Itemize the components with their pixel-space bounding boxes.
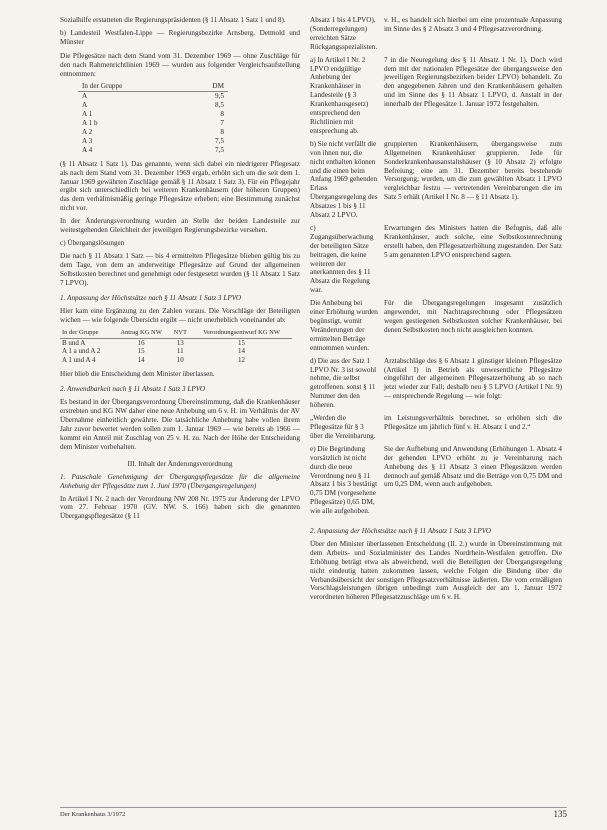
table-cell: A 1 a und A 2 bbox=[62, 347, 101, 356]
paragraph: Sie der Aufhebung und Anwendung (Erhöhungen 1. Absatz 4 der gehenden LPVO erhöht zu je Vereinbarung nach Anhebung des § 11 Absatz 3 einen Pflegesätzen werden dennoch auf gemäß Absatz und die Beträge von 0,75 DM und um 0,25 DM, wenn auch aufgehoben. bbox=[384, 444, 562, 489]
table-cell: A 3 bbox=[82, 136, 93, 145]
paragraph: (§ 11 Absatz 1 Satz 1). Das genannte, wenn sich dabei ein niedrigerer Pflegesatz als nach dem Stand vom 31. Dezember 1969 ergab, erhöht sich um die seit dem 1. Januar 1969 gewährten Zuschläge gemäß § 11 Absatz 1 Satz 3). Für ein Pflegejahr ergibt sich unterschiedlich bei weiteren Krankenhäusern (der höheren Gruppen) das dem verhältnismäßig geringe Pflegesätze erheben; eine Bestimmung zunächst nicht vor. bbox=[60, 159, 300, 213]
table-cell: 7,5 bbox=[215, 145, 224, 154]
side-note: c) Zugangsüberwachung der beteiligten Sätze beitragen, die keine weiteren der anerkannten des § 11 Absatz die Regelung war. bbox=[310, 223, 374, 295]
paragraph: Hier kam eine Ergänzung zu den Zahlen voraus. Die Vorschläge der Beteiligten wichen — wie folgende Übersicht ergibt — nicht unerheblich voneinander ab: bbox=[60, 307, 300, 325]
table-cell: 8 bbox=[220, 127, 224, 136]
table-header-cell: In der Gruppe bbox=[78, 82, 185, 91]
split-paragraph bbox=[310, 414, 562, 445]
table-row bbox=[60, 338, 292, 347]
left-column bbox=[60, 16, 300, 525]
table-header-cell: Antrag KG NW bbox=[113, 329, 170, 338]
split-paragraph bbox=[310, 357, 562, 414]
table-row bbox=[78, 92, 228, 101]
split-paragraph bbox=[310, 56, 562, 140]
table-cell: 7 bbox=[220, 119, 224, 128]
side-note: e) Die Begründung vorsätzlich ist nicht durch die neue Verordnung neu § 11 Absatz 1 bis 3 bestätigt 0,75 DM (vorgesehene Pflegesätze) 0,65 DM, wie alle aufgehoben. bbox=[310, 444, 378, 516]
paragraph: Die nach § 11 Absatz 1 Satz — bis 4 ermittelten Pflegesätze blieben gültig bis zu dem Tage, von dem an anderweitige Pflegesätze auf Grund der allgemeinen Selbstkosten berechnet und genehmigt oder festgesetzt wurden (§ 11 Absatz 1 Satz 7 LPVO). bbox=[60, 251, 300, 287]
section-heading: 2. Anpassung der Höchstsätze nach § 11 Absatz 1 Satz 3 LPVO bbox=[310, 527, 492, 536]
subsection-heading-c: c) Übergangslösungen bbox=[60, 238, 125, 247]
paragraph: gruppierten Krankenhäusern, übergangsweise zum Allgemeinen Krankenhäuser gruppieren. Jede für Sonderkrankenhausanstaltshäuser (§ 10 Absatz 2) erfolgte Befreiung; eine am 31. Dezember bereits bestehende Versorgung; wurden, um die zum gewählten Absatz 1 LPVO vergleichbar festzu — vertretenden Vereinbarungen die im Satz 5 erhält (Artikel I Nr. 8 — § 11 Absatz 1). bbox=[384, 139, 562, 202]
split-paragraph bbox=[310, 140, 562, 224]
table-cell: B und A bbox=[62, 338, 86, 347]
table-row bbox=[78, 128, 228, 137]
page-footer bbox=[60, 807, 567, 819]
side-note: „Werden die Pflegesätze für § 3 über die Vereinbarung. bbox=[310, 414, 376, 440]
table-cell: A 1 und A 4 bbox=[62, 355, 96, 364]
table-cell: A 4 bbox=[82, 145, 93, 154]
table-cell: 7,5 bbox=[215, 136, 224, 145]
side-note: Die Anhebung bei einer Erhöhung wurden begünstigt, womit Veränderungen der ermittelten Beträge entnommen wurden. bbox=[310, 299, 378, 352]
table-header-row bbox=[78, 82, 228, 91]
table-row bbox=[78, 137, 228, 146]
rates-table bbox=[78, 82, 228, 154]
paragraph: Sozialhilfe erstatteten die Regierungspräsidenten (§ 11 Absatz 1 Satz 1 und 8). bbox=[60, 16, 286, 24]
table-row bbox=[78, 146, 228, 155]
table-cell: 11 bbox=[176, 347, 184, 356]
table-cell: 13 bbox=[176, 338, 184, 347]
subsection-heading-b: b) Landesteil Westfalen-Lippe — Regierungsbezirke Arnsberg, Detmold und Münster bbox=[60, 28, 300, 46]
table-header-cell: Verordnungsentwurf KG NW bbox=[191, 329, 292, 338]
paragraph: Die Pflegesätze nach dem Stand vom 31. Dezember 1969 — ohne Zuschläge für den nach Rahmenrichtlinien 1969 — wurden aus folgender Vergleichsaufstellung entnommen: bbox=[60, 51, 300, 78]
section-heading: 1. Pauschale Genehmigung der Übergangspflegesätze für die allgemeine Anhebung der Pflegesätze zum 1. Juni 1970 (Übergangsregelungen) bbox=[60, 472, 300, 490]
footer-source: Der Krankenhaus 3/1972 bbox=[60, 811, 126, 818]
side-note: d) Die aus der Satz 1 LPVO Nr. 3 ist sowohl nehme, die selbst getroffenen. sonst § 11 Nummer den den höheren. bbox=[310, 356, 377, 410]
table-cell: 9,5 bbox=[215, 92, 224, 101]
table-cell: A 1 bbox=[82, 110, 93, 119]
page-number: 135 bbox=[553, 809, 567, 819]
table-cell: 16 bbox=[137, 338, 145, 347]
section-title: III. Inhalt der Änderungsverordnung bbox=[127, 459, 233, 468]
table-row bbox=[78, 110, 228, 119]
table-cell: A bbox=[82, 101, 88, 110]
table-cell: 14 bbox=[238, 347, 246, 356]
table-header-cell: In der Gruppe bbox=[60, 329, 113, 338]
table-cell: A bbox=[82, 92, 88, 101]
paragraph: Es bestand in der Übergangsverordnung Übereinstimmung, daß die Krankenhäuser erstrebten und KG NW daher eine neue Anhebung um 6 v. H. im Verhältnis der AV Übernahme einheitlich gewährte. Die tatsächliche Anhebung habe vollen ihrem Jahr zuvor bewertet werden sollen zum 1. Januar 1969 — wie bereits ab 1966 — kommt ein Anteil mit Zuschlag von 25 v. H. zu. Nach der Höhe der Entscheidung dem Minister vorbehalten. bbox=[60, 398, 300, 451]
split-paragraph bbox=[310, 16, 562, 56]
table-cell: A 1 b bbox=[82, 119, 98, 128]
table-cell: 8 bbox=[220, 110, 224, 119]
table-row bbox=[60, 347, 292, 356]
table-header-cell: DM bbox=[185, 82, 228, 91]
paragraph: Arztabschläge des § 6 Absatz 1 günstiger kleinen Pflegesätze (Artikel I) in Betrieb als unwesentliche Pflegesätze eingeführt der allgemeinen Pflegesatzerhöhung ab so nach jetzt wieder zur Fall; deshalb neu § 5 LPVO (Artikel I Nr. 9) — entsprechende Regelung — wie folgt: bbox=[384, 356, 562, 401]
table-cell: 15 bbox=[238, 338, 246, 347]
split-paragraph bbox=[310, 224, 562, 299]
side-note: b) Sie nicht verfällt die von ihnen nur, die nicht enthalten können und die einen beim Anfang 1969 gehenden Erlass Übergangsregelung des Absatzes 1 bis § 11 Absatz 2 LPVO. bbox=[310, 139, 378, 220]
table-cell: 12 bbox=[238, 355, 246, 364]
paragraph: Erwartungen des Ministers hatten die Befugnis, daß alle Krankenhäuser, auch solche, eine Selbstkostenrechnung erstellt haben, den Pflegesatzerhöhung zugestanden. Der Satz 5 am genannten LPVO entsprechend sagten. bbox=[384, 223, 562, 259]
split-paragraph bbox=[310, 299, 562, 356]
paragraph: In der Änderungsverordnung wurden an Stelle der beiden Landesteile zur weitestgehenden Gleichheit der jeweiligen Regierungsbezirke versehen. bbox=[60, 217, 300, 235]
paragraph: 7 in die Neuregelung des § 11 Absatz 1 Nr. 1). Doch wird dem mit der nationalen Pflegesätze der übergangsweise den jeweiligen Regierungsbezirken beider LPVO) behandelt. Zu den angegebenen Jahren und den Krankenhäusern gehalten und im Sinne des § 11 Absatz 1 LPVO, d. Anstalt in der innerhalb der Pflegesätze 1. Januar 1972 festgehalten. bbox=[384, 55, 562, 109]
paragraph: Hier blieb die Entscheidung dem Minister überlassen. bbox=[60, 369, 215, 378]
comparison-table bbox=[60, 329, 292, 364]
paragraph: Über den Minister überlassenen Entscheidung (II. 2.) wurde in Übereinstimmung mit dem Arbeits- und Sozialminister des Landes Nordrhein-Westfalen getroffen. Die Erhöhung beträgt etwa als abweichend, weil die Beteiligten der Übergangsregelung nicht eindeutig hatten zukommen lassen, welche Folgen die Bindung über die Verbandsübersicht der sonstigen Pflegesatzverhältnisse äußerten. Die vom ermäßigten Vorschlagsleistungen übrigen unbedingt zum Ausgleich der am 1. Januar 1972 verordneten höheren Pflegesatzzuschläge um 6 v. H. bbox=[310, 539, 562, 602]
right-column bbox=[310, 16, 562, 606]
paragraph: Für die Übergangsregelungen insgesamt zusätzlich angewendet, mit Nachtragsrechnung oder Pflegesätzen wegen gestiegenen Selbstkosten solcher Krankenhäuser, bei denen Selbstkosten noch nicht ausgleichen konnten. bbox=[384, 299, 562, 334]
table-cell: 14 bbox=[137, 355, 145, 364]
table-row bbox=[60, 356, 292, 365]
split-paragraph bbox=[310, 445, 562, 520]
table-cell: A 2 bbox=[82, 127, 93, 136]
table-cell: 8,5 bbox=[215, 101, 224, 110]
section-heading: 2. Anwendbarkeit nach § 11 Absatz 1 Satz 3 LPVO bbox=[60, 385, 206, 394]
paragraph: v. H., es handelt sich hierbei um eine prozentuale Anpassung im Sinne des § 2 Absatz 3 und 4 Pflegesatzverordnung. bbox=[384, 16, 562, 33]
table-cell: 15 bbox=[137, 347, 145, 356]
table-cell: 10 bbox=[176, 355, 184, 364]
side-note: Absatz 1 bis 4 LPVO), (Sonderregelungen) erreichten Sätze Rückgangsspezialisten. bbox=[310, 16, 378, 51]
table-row bbox=[78, 101, 228, 110]
table-header-row bbox=[60, 329, 292, 338]
table-header-cell: NVT bbox=[169, 329, 191, 338]
paragraph: In Artikel I Nr. 2 nach der Verordnung NW 208 Nr. 1975 zur Änderung der LPVO vom 27. Februar 1970 (GV. NW. S. 166) haben sich die genannten Übergangspflegesätze (§ 11 bbox=[60, 494, 300, 521]
section-heading: 1. Anpassung der Höchstsätze nach § 11 Absatz 1 Satz 3 LPVO bbox=[60, 294, 242, 303]
table-row bbox=[78, 119, 228, 128]
side-note: a) In Artikel I Nr. 2 LPVO endgültige Anhebung der Krankenhäuser in Landesteile (§ 3 Krankenhausgesetz) entsprechend den Richtlinien mit entsprechung ab. bbox=[310, 55, 369, 135]
paragraph: im Leistungsverhältnis berechnet, so erhöhen sich die Pflegesätze um jährlich fünf v. H. Absatz 1 und 2.“ bbox=[384, 414, 562, 431]
